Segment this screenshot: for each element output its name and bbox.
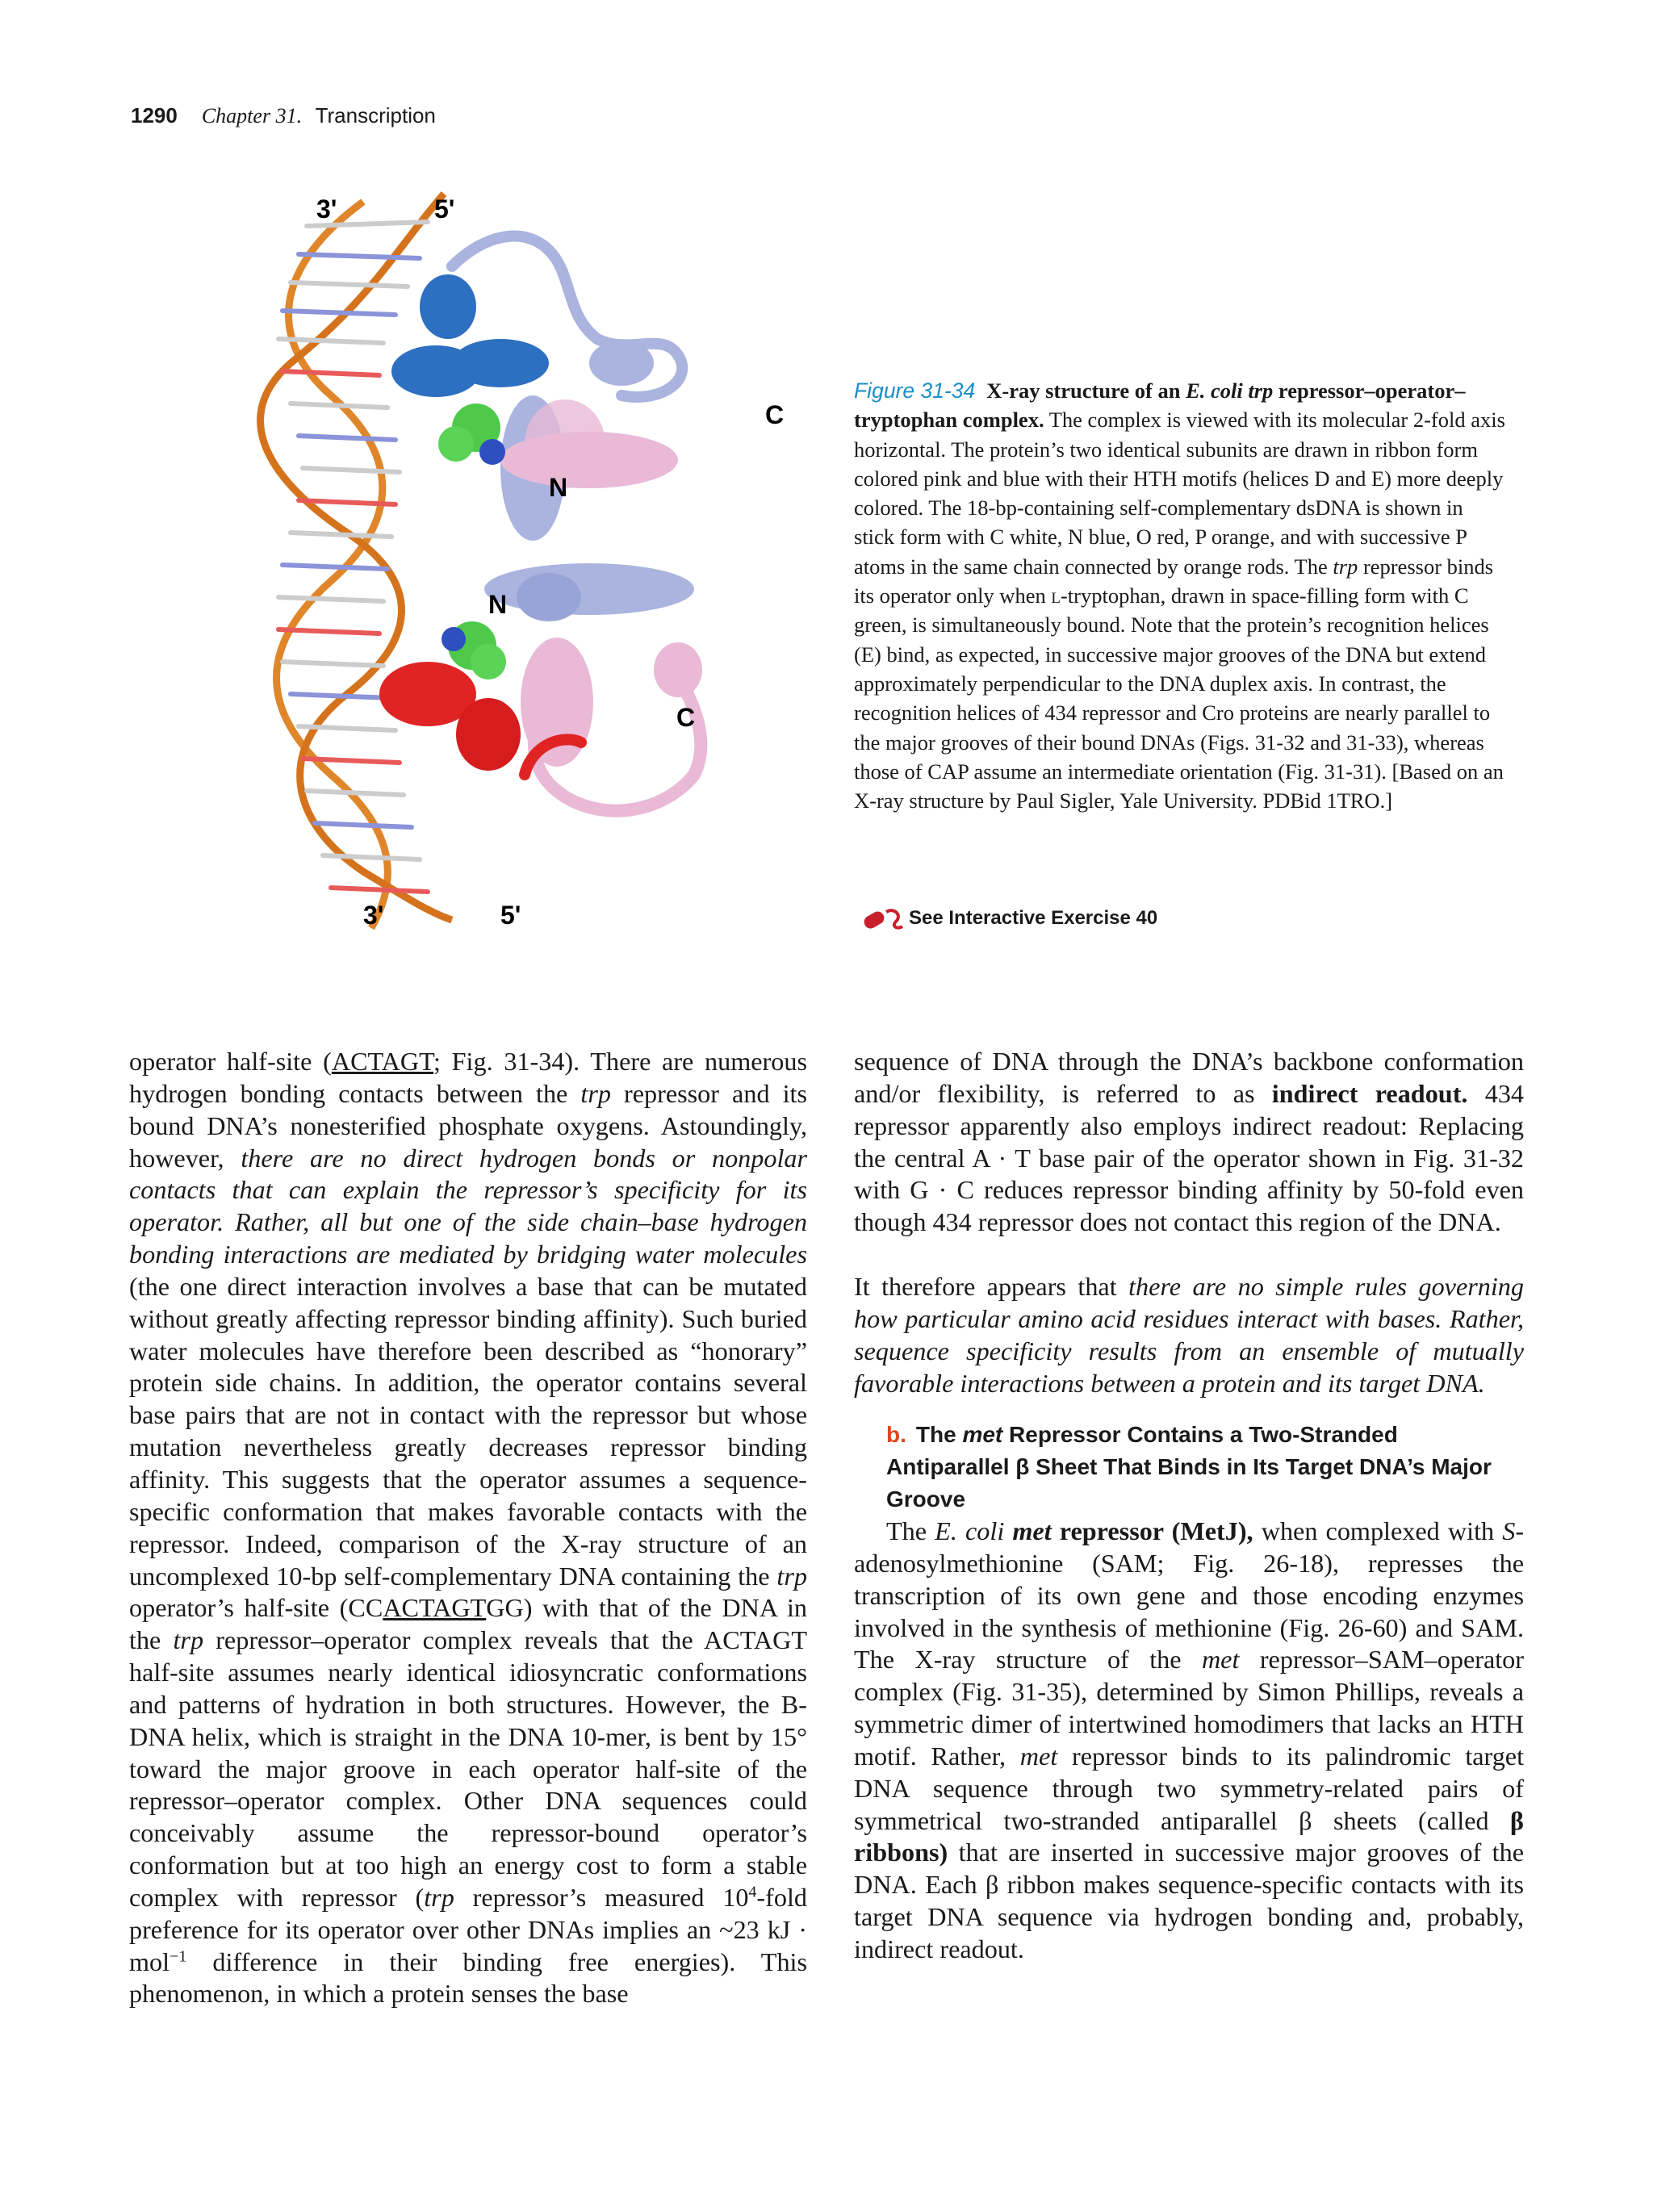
figure-caption xyxy=(854,376,1508,815)
trp-term: trp xyxy=(776,1561,807,1591)
text-run: repressor and its bound DNA’s nonesterified phosphate oxygens. Astoundingly, however, xyxy=(129,1078,808,1173)
caption-title-post: repressor–operator–tryptophan complex. xyxy=(854,378,1466,433)
trp-term: trp xyxy=(580,1078,611,1108)
key-term: indirect readout. xyxy=(1271,1078,1468,1108)
figure-label: Figure 31-34 xyxy=(854,378,976,403)
left-paragraph xyxy=(129,1046,807,2010)
text-run: operator’s half-site (CC xyxy=(129,1593,383,1623)
text-run: It therefore appears that xyxy=(854,1272,1117,1302)
section-title: Transcription xyxy=(315,103,436,128)
text-run: (the one direct interaction involves a base that can be mutated without greatly affecting repressor binding affinity). Such buried water molecules have therefore been described as “honorary” protein side chains. In addition, the operator contains several base pairs that are not in contact with the repressor but whose mutation nevertheless greatly decreases repressor binding affinity. This suggests that the operator assumes a sequence-specific conformation that makes favorable contacts with the repressor. Indeed, comparison of the X-ray structure of an uncomplexed 10-bp self-complementary DNA containing the xyxy=(129,1271,807,1591)
ecoli-term: E. coli xyxy=(935,1516,1005,1545)
met-term: met xyxy=(1019,1741,1058,1771)
right-column xyxy=(854,1046,1524,1966)
caption-title-pre: X-ray structure of an xyxy=(986,378,1181,403)
label-n-upper: N xyxy=(549,473,568,502)
caption-trp: trp xyxy=(1333,554,1358,579)
tryptophan-spheres xyxy=(438,404,506,679)
text-run: that are inserted in successive major grooves of the DNA. Each β ribbon makes sequence-specific contacts with its target DNA sequence via hydrogen bonding and, probably, indirect readout. xyxy=(854,1838,1525,1963)
superscript: −1 xyxy=(169,1946,187,1965)
emphasis-text: there are no simple rules governing how particular amino acid residues interact with bases. Rather, sequence specificity results from an ensemble of mutually favorable interactions between a protein and its target DNA. xyxy=(854,1272,1524,1398)
text-run: repressor–SAM–operator complex (Fig. 31-35), determined by Simon Phillips, reveals a symmetric dimer of intertwined homodimers that lacks an HTH motif. Rather, xyxy=(854,1645,1524,1771)
caption-title-italic: E. coli trp xyxy=(1186,378,1274,403)
right-paragraph-3 xyxy=(854,1516,1524,1966)
text-run: -adenosylmethionine (SAM; Fig. 26-18), represses the transcription of its own gene and those encoding enzymes involved in the synthesis of methionine (Fig. 26-60) and SAM. The X-ray structure of the xyxy=(854,1516,1525,1675)
operator-sequence: ACTAGT xyxy=(383,1593,487,1623)
figure-31-34 xyxy=(242,178,856,940)
right-paragraph-1 xyxy=(854,1046,1524,1239)
text-run: The xyxy=(915,1422,956,1448)
text-run: repressor–operator complex reveals that the ACTAGT half-site assumes nearly identical idiosyncratic conformations and patterns of hydration in both structures. However, the B-DNA helix, which is straight in the DNA 10-mer, is bent by 15° toward the major groove in each operator half-site of the repressor–operator complex. Other DNA sequences could conceivably assume the repressor-bound operator’s conformation but at too high an energy cost to form a stable complex with repressor ( xyxy=(129,1625,808,1912)
page-number: 1290 xyxy=(131,103,178,128)
operator-sequence: ACTAGT xyxy=(331,1047,433,1076)
text-run: repressor binds to its palindromic target DNA sequence through two symmetry-related pairs of symmetrical two-stranded antiparallel β sheets (called xyxy=(854,1741,1525,1835)
superscript: 4 xyxy=(748,1883,757,1901)
label-top-5prime: 5' xyxy=(434,194,455,224)
left-column xyxy=(129,1046,807,2010)
text-run: ; Fig. 31-34). There are numerous hydrogen bonding contacts between the xyxy=(129,1047,807,1108)
interactive-exercise-link[interactable] xyxy=(862,905,1157,931)
key-term: β ribbons) xyxy=(854,1805,1524,1867)
text-run: Repressor Contains a Two-Stranded Antiparallel β Sheet That Binds in Its Target DNA’s Major Groove xyxy=(886,1422,1492,1512)
caption-l-prefix: l xyxy=(1051,583,1061,608)
protein-ribbons xyxy=(379,236,702,811)
text-run: when complexed with xyxy=(1261,1516,1495,1545)
interactive-exercise-icon xyxy=(862,905,904,931)
met-term: met xyxy=(1012,1516,1052,1545)
label-c-upper: C xyxy=(765,400,785,429)
label-top-3prime: 3' xyxy=(316,194,337,224)
trp-term: trp xyxy=(173,1625,204,1655)
text-run: GG) with that of the DNA in the xyxy=(129,1593,807,1655)
s-prefix: S xyxy=(1502,1516,1516,1545)
key-term: repressor (MetJ), xyxy=(1059,1516,1253,1545)
met-term: met xyxy=(1201,1645,1240,1675)
met-term: met xyxy=(962,1422,1003,1448)
label-bottom-5prime: 5' xyxy=(500,901,521,930)
caption-text-1: The complex is viewed with its molecular 2-fold axis horizontal. The protein’s two identical subunits are drawn in ribbon form colored pink and blue with their HTH motifs (helices D and E) more deeply colored. The 18-bp-containing self-complementary dsDNA is shown in stick form with C white, N blue, O red, P orange, and with successive P atoms in the same chain connected by orange rods. The xyxy=(854,408,1505,579)
label-n-lower: N xyxy=(488,590,508,619)
chapter-label: Chapter 31. xyxy=(201,104,303,128)
text-run: operator half-site ( xyxy=(129,1047,332,1076)
label-bottom-3prime: 3' xyxy=(363,901,384,930)
caption-text-2: repressor binds its operator only when xyxy=(854,554,1494,608)
subhead-letter: b. xyxy=(886,1422,906,1448)
text-run: sequence of DNA through the DNA’s backbone conformation and/or flexibility, is referred to as xyxy=(854,1047,1524,1108)
section-subheading xyxy=(854,1419,1524,1516)
text-run: difference in their binding free energies). This phenomenon, in which a protein senses the base xyxy=(129,1946,808,2009)
caption-text-3: -tryptophan, drawn in space-filling form with C green, is simultaneously bound. Note that the protein’s recognition helices (E) bind, as expected, in successive major grooves of the DNA but extend approximately perpendicular to the DNA duplex axis. In contrast, the recognition helices of 434 repressor and Cro proteins are nearly parallel to the major grooves of their bound DNAs (Figs. 31-32 and 31-33), whereas those of CAP assume an intermediate orientation (Fig. 31-31). [Based on an X-ray structure by Paul Sigler, Yale University. PDBid 1TRO.] xyxy=(854,583,1504,813)
trp-term: trp xyxy=(424,1882,454,1912)
text-run: -fold preference for its operator over other DNAs implies an ~23 kJ · mol xyxy=(129,1882,807,1976)
interactive-exercise-label: See Interactive Exercise 40 xyxy=(909,907,1158,929)
text-run: 434 repressor apparently also employs indirect readout: Replacing the central A · T base pair of the operator shown in Fig. 31-32 with G · C reduces repressor binding affinity by 50-fold even though 434 repressor does not contact this region of the DNA. xyxy=(854,1078,1524,1237)
right-paragraph-2 xyxy=(854,1271,1524,1399)
emphasis-text: there are no direct hydrogen bonds or nonpolar contacts that can explain the repressor’s specificity for its operator. Rather, all but one of the side chain–base hydrogen bonding interactions are mediated by bridging water molecules xyxy=(129,1143,808,1269)
label-c-lower: C xyxy=(676,703,696,732)
trp-repressor-structure-image xyxy=(242,178,856,940)
text-run: The xyxy=(886,1516,927,1545)
text-run: repressor’s measured 10 xyxy=(472,1882,749,1912)
running-head xyxy=(131,102,436,129)
